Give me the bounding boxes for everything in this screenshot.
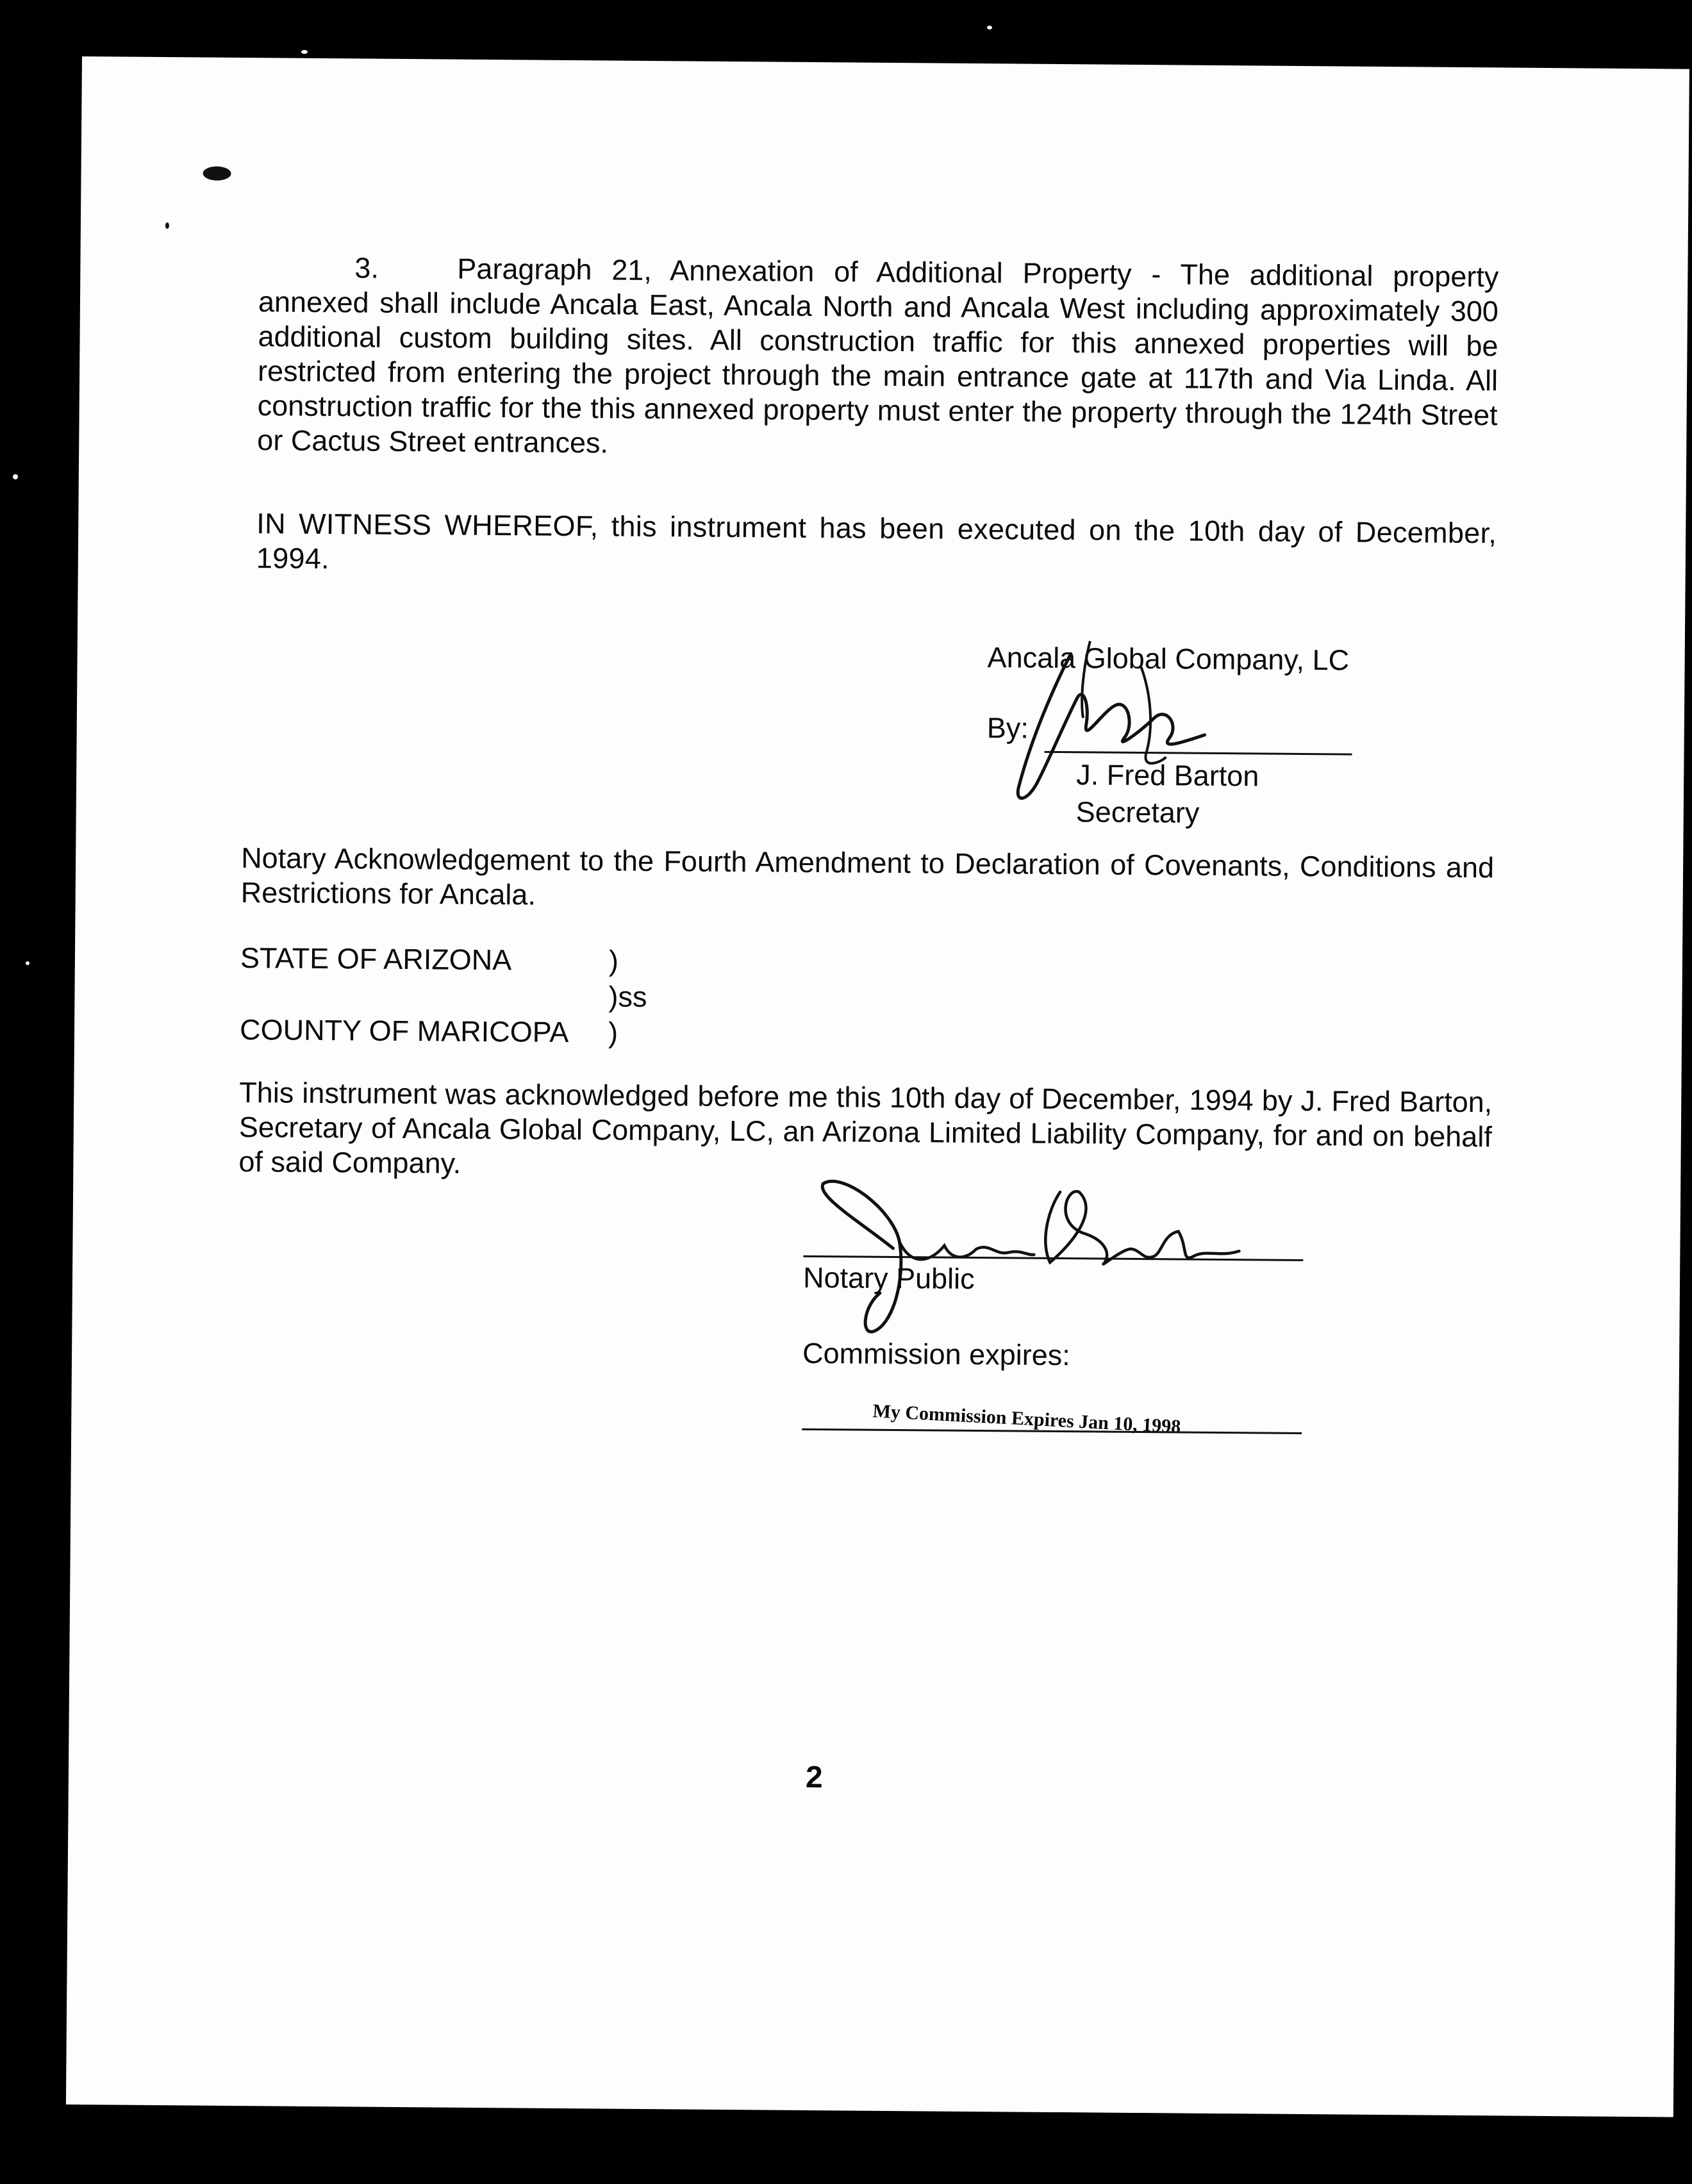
state-label: STATE OF ARIZONA [240, 941, 512, 977]
scan-speck [165, 222, 169, 229]
paragraph-number: 3. [354, 251, 379, 285]
witness-clause: IN WITNESS WHEREOF, this instrument has been executed on the 10th day of December, 1994. [256, 507, 1497, 575]
acknowledgement-text: This instrument was acknowledged before me this 10th day of December, 1994 by J. Fred Barton, Secretary of Ancala Global Company, LC, an Arizona Limited Liability Company, for and on behalf of said Company. [238, 1075, 1493, 1180]
commission-stamp: My Commission Expires Jan 10, 1998 [872, 1400, 1182, 1438]
scan-speck [203, 166, 231, 180]
signer-title: Secretary [1075, 795, 1200, 829]
notary-public-label: Notary Public [802, 1261, 975, 1295]
paragraph-3-text: Paragraph 21, Annexation of Additional Property - The additional property annexed shall include Ancala East, Ancala North and Ancala West including approximately 300 additional custom building sites. All construction traffic for this annexed properties will be restricted from entering the project through the main entrance gate at 117th and Via Linda. All construction traffic for the this annexed property must enter the property through the 124th Street or Cactus Street entrances. [257, 252, 1499, 459]
county-label: COUNTY OF MARICOPA [239, 1013, 569, 1049]
paragraph-3 [257, 250, 1498, 467]
signer-name: J. Fred Barton [1076, 758, 1259, 793]
scan-speck [1666, 577, 1670, 581]
notary-heading: Notary Acknowledgement to the Fourth Amendment to Declaration of Covenants, Conditions and Restrictions for Ancala. [240, 841, 1495, 911]
venue-paren-bottom: ) [608, 1016, 618, 1049]
scan-speck [301, 50, 308, 54]
company-name: Ancala Global Company, LC [987, 641, 1350, 677]
document-page [66, 56, 1689, 2117]
venue-paren-top: ) [608, 944, 619, 977]
scan-speck [987, 26, 992, 29]
secretary-signature [992, 627, 1225, 841]
scan-speck [26, 961, 29, 965]
ss-label: )ss [608, 980, 647, 1013]
commission-expires-label: Commission expires: [802, 1336, 1070, 1372]
scan-speck [13, 474, 18, 479]
page-number: 2 [805, 1760, 823, 1795]
by-label: By: [986, 711, 1029, 745]
